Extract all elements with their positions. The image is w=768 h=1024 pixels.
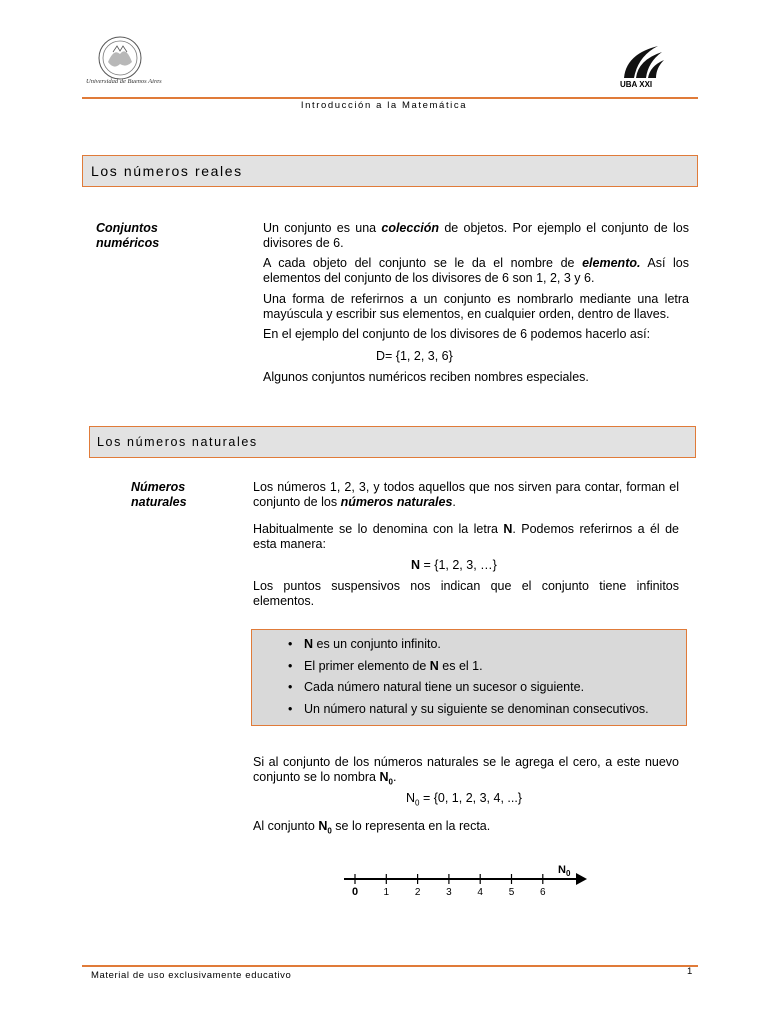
section-naturales-header [89, 426, 696, 458]
footer-note: Material de uso exclusivamente educativo [91, 970, 292, 981]
header-rule [82, 97, 698, 99]
number-line-tick-label: 5 [508, 887, 515, 898]
number-line-label: $N_0$ [558, 864, 571, 878]
section-reales-title: Los números reales [91, 163, 243, 179]
number-line-tick-label: 3 [446, 887, 452, 898]
properties-box [251, 629, 687, 726]
section-naturales-title: Los números naturales [97, 435, 258, 449]
uba-xxi-text: UBA XXI [620, 80, 653, 89]
uba-xxi-swoosh-icon [618, 44, 666, 80]
naturales-paragraph-5: Al conjunto $N_0$ se lo representa en la recta. [253, 819, 491, 836]
number-line-tick-label: 4 [477, 887, 483, 898]
naturales-paragraph-4: Si al conjunto de los números naturales se le agrega el cero, a este nuevo conjunto se lo nombra $N_0$. [253, 755, 679, 786]
naturales-paragraph-1: Los números 1, 2, 3, y todos aquellos que nos sirven para contar, forman el conjunto de los números naturales. [253, 480, 679, 509]
side-label-naturales: Números naturales [131, 480, 187, 509]
naturales-paragraph-3: Los puntos suspensivos nos indican que el conjunto tiene infinitos elementos. [253, 579, 679, 608]
seal-caption: Universidad de Buenos Aires [86, 78, 162, 85]
naturals-zero-set-formula: $N_0 = \{0$, 1, 2, 3, 4, ...} [406, 791, 522, 808]
number-line [330, 856, 600, 902]
reales-paragraph-5: Algunos conjuntos numéricos reciben nombres especiales. [263, 370, 589, 384]
number-line-tick-label: 6 [540, 887, 546, 898]
page-number: 1 [687, 966, 693, 977]
list-item: • Cada número natural tiene un sucesor o siguiente. [282, 680, 686, 695]
reales-paragraph-1: Un conjunto es una colección de objetos. Por ejemplo el conjunto de los divisores de 6. [263, 221, 689, 250]
section-reales-header [82, 155, 698, 187]
footer-rule [82, 965, 698, 967]
list-item: • N es un conjunto infinito. [282, 637, 686, 652]
properties-list [282, 637, 686, 716]
naturales-paragraph-2: Habitualmente se lo denomina con la letra N. Podemos referirnos a él de esta manera: [253, 522, 679, 551]
course-title: Introducción a la Matemática [300, 100, 468, 111]
divisors-set-formula: D= {1, 2, 3, 6} [376, 349, 453, 363]
naturals-set-formula: N = {1, 2, 3, …} [411, 558, 497, 572]
number-line-tick-label: 1 [383, 887, 390, 898]
university-seal-logo [86, 34, 168, 90]
reales-paragraph-2: A cada objeto del conjunto se le da el nombre de elemento. Así los elementos del conjunto de los divisores de 6 son 1, 2, 3 y 6. [263, 256, 689, 285]
side-label-conjuntos: Conjuntos numéricos [96, 221, 160, 250]
list-item: • Un número natural y su siguiente se denominan consecutivos. [282, 702, 686, 717]
number-line-tick-label: 0 [351, 886, 359, 898]
uba-xxi-logo [618, 44, 666, 90]
number-line-arrow-icon [576, 873, 587, 885]
reales-paragraph-4: En el ejemplo del conjunto de los divisores de 6 podemos hacerlo así: [263, 327, 651, 341]
reales-paragraph-3: Una forma de referirnos a un conjunto es nombrarlo mediante una letra mayúscula y escribir sus elementos, en cualquier orden, dentro de llaves. [263, 292, 689, 321]
list-item: • El primer elemento de N es el 1. [282, 659, 686, 674]
number-line-tick-label: 2 [414, 887, 421, 898]
